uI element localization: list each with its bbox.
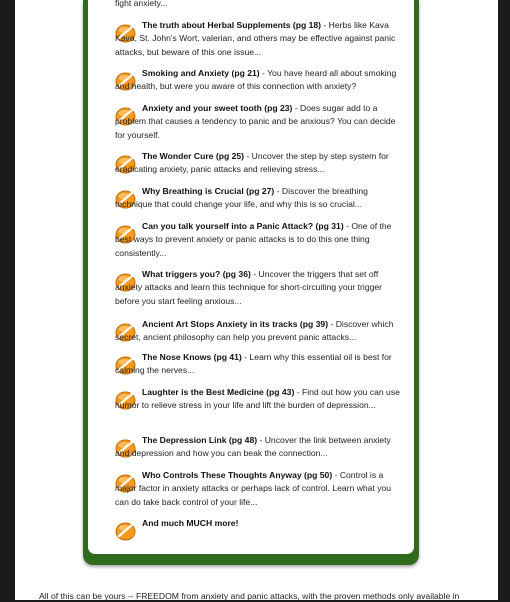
feature-list-item [115, 469, 400, 509]
feature-title: Smoking and Anxiety (pg 21) [142, 68, 260, 78]
feature-title: Can you talk yourself into a Panic Attack? (pg 31) [142, 221, 344, 231]
feature-title: Why Breathing is Crucial (pg 27) [142, 186, 275, 196]
feature-list-item [115, 386, 400, 413]
feature-title: Who Controls These Thoughts Anyway (pg 50) [142, 470, 333, 480]
feature-list-item [115, 150, 400, 177]
feature-title: What triggers you? (pg 36) [142, 269, 251, 279]
feature-list-item [115, 220, 400, 260]
feature-description: - Uncover the link between anxiety and depression and how you can beak the connection... [115, 435, 391, 459]
feature-title: Ancient Art Stops Anxiety in its tracks (pg 39) [142, 319, 329, 329]
feature-description: - Herbs like Kava Kava, St. John's Wort, valerian, and others may be effective against panic attacks, but beware of this one issue... [115, 20, 396, 57]
feature-description: - Control is a major factor in anxiety attacks or perhaps lack of control. Learn what you can do take back control of your life... [115, 470, 392, 507]
feature-description: - Uncover the step by step system for eradicating anxiety, panic attacks and relieving stress... [115, 151, 389, 175]
feature-list-item [115, 434, 400, 461]
feature-description: - Does sugar add to a problem that causes a tendency to panic and be anxious? You can decide for yourself. [115, 103, 396, 140]
feature-list-item [115, 185, 400, 212]
feature-description: - Uncover the triggers that set off anxiety attacks and learn this technique for short-circuiting your trigger before you start feeling anxious... [115, 269, 383, 306]
footer-text: All of this can be yours -- FREEDOM from anxiety and panic attacks, with the proven methods only available in [39, 591, 460, 601]
feature-title: The Wonder Cure (pg 25) [142, 151, 245, 161]
feature-title: Anxiety and your sweet tooth (pg 23) [142, 103, 293, 113]
feature-description: - Discover the breathing technique that could change your life, and why this is so crucial... [115, 186, 368, 210]
feature-description: - Learn why this essential oil is best for calming the nerves... [115, 352, 392, 376]
feature-list-item [115, 268, 400, 308]
feature-list-item [115, 517, 400, 530]
feature-list-item [115, 102, 400, 142]
feature-list-item [115, 351, 400, 378]
feature-title: The truth about Herbal Supplements (pg 18) [142, 20, 322, 30]
feature-description: - One of the best ways to prevent anxiety or panic attacks is to do this one thing consistently... [115, 221, 392, 258]
feature-description: - Find out how you can use humor to relieve stress in your life and lift the burden of depression... [115, 387, 400, 411]
feature-list-item [115, 318, 400, 345]
feature-title: Laughter is the Best Medicine (pg 43) [142, 387, 295, 397]
feature-description: - You have heard all about smoking and health, but were you aware of this connection with anxiety? [115, 68, 397, 92]
feature-title: And much MUCH more! [142, 518, 239, 528]
feature-description: - Discover which secret, ancient philosophy can help you prevent panic attacks... [115, 319, 394, 343]
feature-list-item [115, 67, 400, 94]
intro-tail-label: fight anxiety... [115, 0, 168, 8]
feature-list-item [115, 19, 400, 59]
feature-title: The Depression Link (pg 48) [142, 435, 258, 445]
feature-title: The Nose Knows (pg 41) [142, 352, 242, 362]
intro-tail-text [115, 0, 400, 10]
